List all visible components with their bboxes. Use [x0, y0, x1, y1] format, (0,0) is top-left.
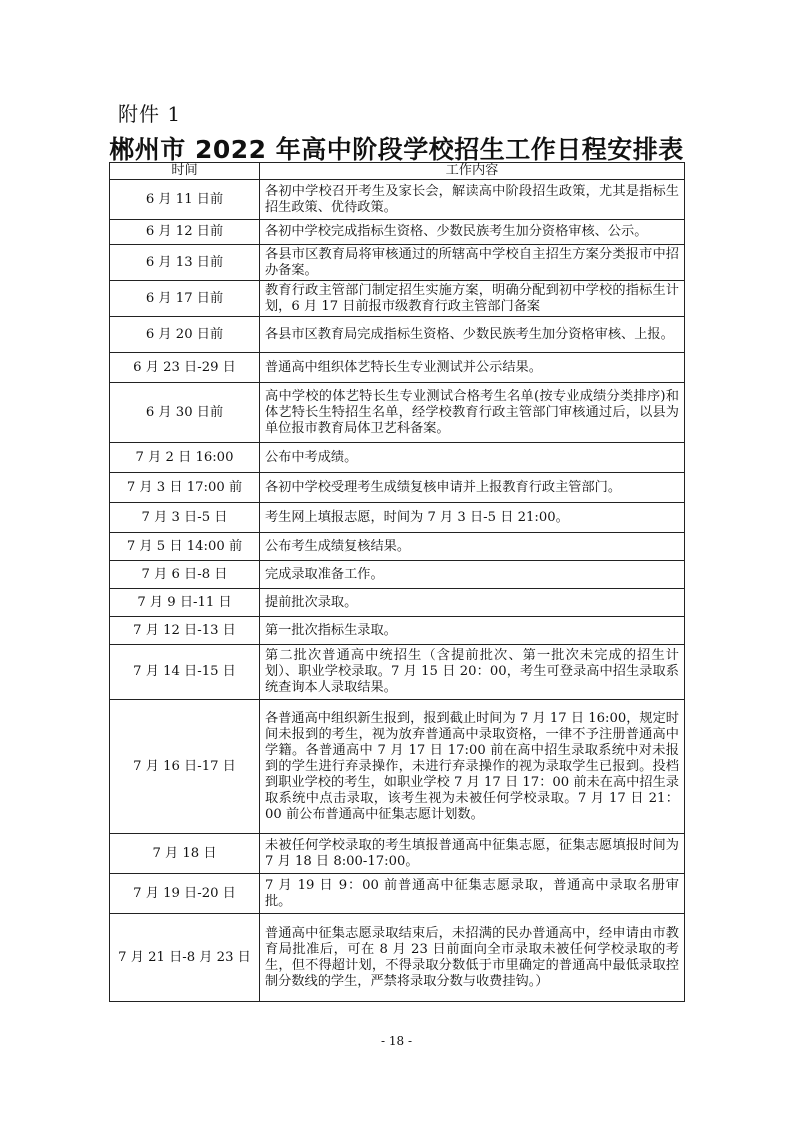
row-content: 各县市区教育局将审核通过的所辖高中学校自主招生方案分类报市中招办备案。: [260, 245, 685, 281]
table-row: [110, 245, 685, 281]
table-row: [110, 914, 685, 1002]
row-content: 完成录取准备工作。: [260, 561, 685, 589]
row-content: 高中学校的体艺特长生专业测试合格考生名单(按专业成绩分类排序)和体艺特长生特招生名单，经学校教育行政主管部门审核通过后，以县为单位报市教育局体卫艺科备案。: [260, 383, 685, 443]
table-row: [110, 383, 685, 443]
row-content: 7 月 19 日 9：00 前普通高中征集志愿录取，普通高中录取名册审批。: [260, 874, 685, 914]
table-row: [110, 443, 685, 473]
row-content: 普通高中征集志愿录取结束后，未招满的民办普通高中，经申请由市教育局批准后，可在 8 月 23 日前面向全市录取未被任何学校录取的考生，但不得超计划，不得录取分数低于市里确定的普通高中最低录取控制分数线的学生，严禁将录取分数与收费挂钩。）: [260, 914, 685, 1002]
row-time: 6 月 20 日前: [110, 317, 260, 353]
row-content: 第二批次普通高中统招生（含提前批次、第一批次未完成的招生计划）、职业学校录取。7 月 15 日 20：00，考生可登录高中招生录取系统查询本人录取结果。: [260, 645, 685, 700]
row-time: 7 月 3 日 17:00 前: [110, 473, 260, 503]
schedule-table: [109, 162, 685, 1002]
row-content: 各县市区教育局完成指标生资格、少数民族考生加分资格审核、上报。: [260, 317, 685, 353]
row-time: 7 月 16 日-17 日: [110, 700, 260, 834]
table-row: [110, 561, 685, 589]
row-content: 公布中考成绩。: [260, 443, 685, 473]
table-row: [110, 645, 685, 700]
row-content: 普通高中组织体艺特长生专业测试并公示结果。: [260, 353, 685, 383]
table-row: [110, 353, 685, 383]
table-row: [110, 180, 685, 220]
table-row: [110, 834, 685, 874]
row-content: 各初中学校受理考生成绩复核申请并上报教育行政主管部门。: [260, 473, 685, 503]
table-row: [110, 533, 685, 561]
row-time: 7 月 18 日: [110, 834, 260, 874]
attachment-label: 附件 1: [118, 102, 182, 126]
header-content: 工作内容: [260, 163, 685, 180]
row-time: 7 月 3 日-5 日: [110, 503, 260, 533]
row-content: 提前批次录取。: [260, 589, 685, 617]
table-row: [110, 589, 685, 617]
row-content: 考生网上填报志愿，时间为 7 月 3 日-5 日 21:00。: [260, 503, 685, 533]
row-time: 7 月 12 日-13 日: [110, 617, 260, 645]
row-time: 7 月 14 日-15 日: [110, 645, 260, 700]
row-time: 6 月 23 日-29 日: [110, 353, 260, 383]
table-row: [110, 617, 685, 645]
row-time: 6 月 30 日前: [110, 383, 260, 443]
table-row: [110, 281, 685, 317]
table-row: [110, 317, 685, 353]
row-content: 各初中学校完成指标生资格、少数民族考生加分资格审核、公示。: [260, 220, 685, 245]
row-time: 6 月 13 日前: [110, 245, 260, 281]
row-content: 各初中学校召开考生及家长会，解读高中阶段招生政策，尤其是指标生招生政策、优待政策。: [260, 180, 685, 220]
table-header-row: [110, 163, 685, 180]
table-row: [110, 503, 685, 533]
header-time: 时间: [110, 163, 260, 180]
row-time: 6 月 12 日前: [110, 220, 260, 245]
row-time: 7 月 19 日-20 日: [110, 874, 260, 914]
row-time: 7 月 5 日 14:00 前: [110, 533, 260, 561]
page-title: 郴州市 2022 年高中阶段学校招生工作日程安排表: [109, 135, 684, 164]
page-number: - 18 -: [380, 1034, 412, 1048]
table-row: [110, 220, 685, 245]
row-time: 6 月 11 日前: [110, 180, 260, 220]
row-content: 公布考生成绩复核结果。: [260, 533, 685, 561]
table-row: [110, 473, 685, 503]
row-content: 教育行政主管部门制定招生实施方案，明确分配到初中学校的指标生计划，6 月 17 日前报市级教育行政主管部门备案: [260, 281, 685, 317]
row-content: 各普通高中组织新生报到，报到截止时间为 7 月 17 日 16:00，规定时间未报到的考生，视为放弃普通高中录取资格，一律不予注册普通高中学籍。各普通高中 7 月 17 日 17:00 前在高中招生录取系统中对未报到的学生进行弃录操作，未进行弃录操作的视为录取学生已报到。投档到职业学校的考生，如职业学校 7 月 17 日 17：00 前未在高中招生录取系统中点击录取，该考生视为未被任何学校录取。7 月 17 日 21：00 前公布普通高中征集志愿计划数。: [260, 700, 685, 834]
row-content: 第一批次指标生录取。: [260, 617, 685, 645]
row-time: 7 月 9 日-11 日: [110, 589, 260, 617]
table-row: [110, 874, 685, 914]
row-time: 7 月 21 日-8 月 23 日: [110, 914, 260, 1002]
row-time: 7 月 2 日 16:00: [110, 443, 260, 473]
row-content: 未被任何学校录取的考生填报普通高中征集志愿，征集志愿填报时间为 7 月 18 日 8:00-17:00。: [260, 834, 685, 874]
table-row: [110, 700, 685, 834]
row-time: 6 月 17 日前: [110, 281, 260, 317]
row-time: 7 月 6 日-8 日: [110, 561, 260, 589]
